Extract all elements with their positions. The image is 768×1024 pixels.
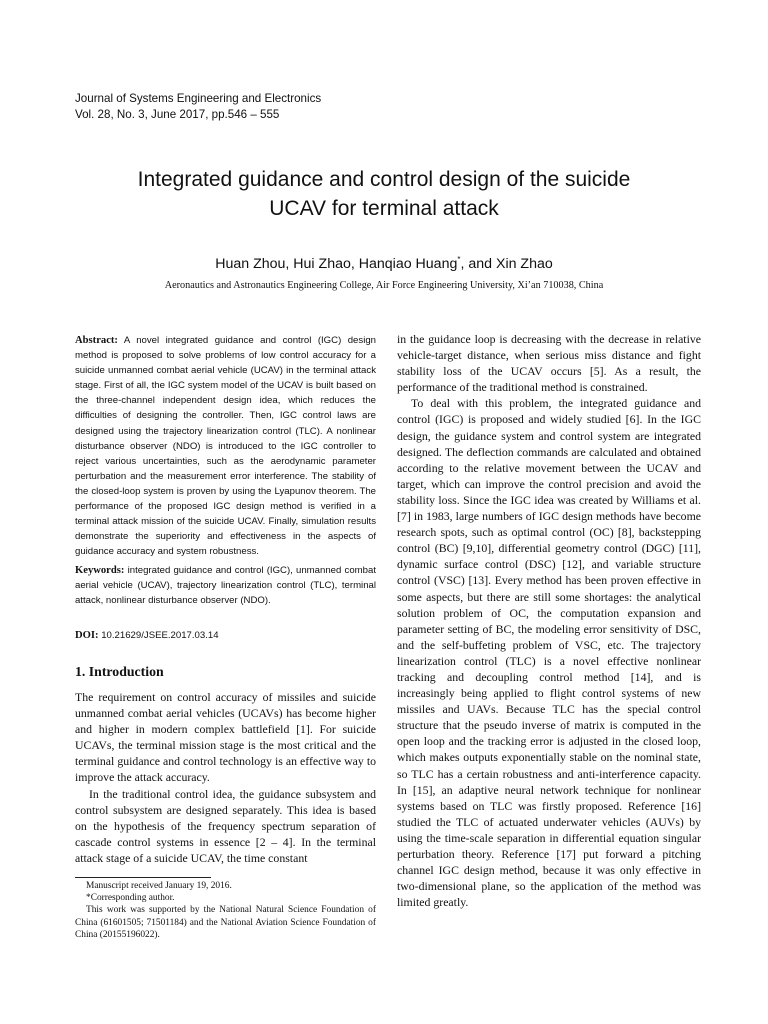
left-column-body bbox=[75, 689, 376, 866]
footnote-corresponding: *Corresponding author. bbox=[86, 893, 175, 904]
journal-name: Journal of Systems Engineering and Electronics bbox=[75, 92, 322, 105]
journal-issue: Vol. 28, No. 3, June 2017, pp.546 – 555 bbox=[75, 108, 280, 121]
intro-paragraph-3: To deal with this problem, the integrated guidance and control (IGC) is proposed and widely studied [6]. In the IGC design, the guidance system and control system are integrated designed. The deflection commands are calculated and obtained according to the relative movement between the UCAV and target, which can improve the control precision and avoid the stability loss. Since the IGC idea was created by Williams et al. [7] in 1983, large numbers of IGC design methods have become research spots, such as optimal control (OC) [8], backstepping control (BC) [9,10], differential geometry control (DGC) [11], dynamic surface control (DSC) [12], and variable structure control (VSC) [13]. Every method has been proven effective in some aspects, but there are still some shortages: the analytical solution problem of OC, the computation expansion and parameter setting of BC, the modeling error sensitivity of DSC, and the self-buffeting problem of VSC, etc. The trajectory linearization control (TLC) is a novel effective nonlinear tracking and decoupling control method [14], and is increasingly being applied to flight control systems of new missiles and UAVs. Because TLC has the special control structure that the pseudo inverse of matrix is computed in the open loop and the tracking error is adjusted in the closed loop, which makes outputs exponentially stable on the nominal state, so TLC has a certain robustness and anti-interference capacity. In [15], an adaptive neural network technique for nonlinear systems based on TLC was firstly proposed. Reference [16] studied the TLC of actuated underwater vehicles (AUVs) by using the time-scale separation in differential equation singular perturbation theory. Reference [17] put forward a pitching channel IGC design method, because it was only effective in two-dimensional plane, so the application of the method was limited greatly. bbox=[397, 396, 701, 910]
authors-after-mark: , and Xin Zhao bbox=[460, 256, 553, 272]
doi-text: 10.21629/JSEE.2017.03.14 bbox=[98, 630, 219, 641]
abstract-label: Abstract: bbox=[75, 335, 118, 346]
abstract-text: A novel integrated guidance and control (IGC) design method is proposed to solve problems of low control accuracy for a suicide unmanned combat aerial vehicle (UCAV) in the terminal attack stage. First of all, the IGC system model of the UCAV is built based on the three-channel independent design idea, which reduces the difficulties of designing the controller. Then, IGC control laws are designed using the trajectory linearization control (TLC). A nonlinear disturbance observer (NDO) is introduced to the IGC controller to reject various uncertainties, such as the aerodynamic parameter perturbation and the measurement error interference. The stability of the closed-loop system is proven by using the Lyapunov theorem. The performance of the proposed IGC design method is verified in a terminal attack mission of the suicide UCAV. Finally, simulation results demonstrate the superiority and effectiveness in the aspects of guidance accuracy and system robustness. bbox=[75, 335, 376, 558]
footnotes bbox=[75, 880, 376, 941]
footnote-received: Manuscript received January 19, 2016. bbox=[86, 881, 232, 891]
doi bbox=[75, 628, 376, 643]
paper-title-line-2: UCAV for terminal attack bbox=[269, 197, 499, 220]
paper-title-line-1: Integrated guidance and control design of the suicide bbox=[137, 168, 631, 191]
right-column-body bbox=[397, 331, 701, 910]
keywords-text: integrated guidance and control (IGC), unmanned combat aerial vehicle (UCAV), trajectory linearization control (TLC), terminal attack, nonlinear disturbance observer (NDO). bbox=[75, 565, 376, 607]
intro-paragraph-2: In the traditional control idea, the guidance subsystem and control subsystem are designed separately. This idea is based on the hypothesis of the frequency spectrum separation of cascade control systems in essence [2 – 4]. In the terminal attack stage of a suicide UCAV, the time constant bbox=[75, 786, 376, 865]
footnote-funding: This work was supported by the National Natural Science Foundation of China (61601505; 71501184) and the National Aviation Science Foundation of China (20155196022). bbox=[75, 905, 376, 940]
footnote-divider bbox=[75, 877, 211, 878]
paper-title bbox=[60, 165, 708, 223]
intro-paragraph-2-continued: in the guidance loop is decreasing with the decrease in relative vehicle-target distance, when serious miss distance and fight stability loss of the UCAV occurs [5]. As a result, the performance of the traditional method is constrained. bbox=[397, 332, 701, 395]
journal-header bbox=[75, 91, 321, 123]
intro-paragraph-1: The requirement on control accuracy of missiles and suicide unmanned combat aerial vehicles (UCAVs) has become higher and higher in modern complex battlefield [1]. For suicide UCAVs, the terminal mission stage is the most critical and the terminal guidance and control technology is an effective way to improve the attack accuracy. bbox=[75, 690, 376, 785]
keywords bbox=[75, 563, 376, 608]
abstract bbox=[75, 333, 376, 559]
corresponding-mark: * bbox=[457, 255, 461, 264]
doi-label: DOI: bbox=[75, 630, 99, 641]
affiliation: Aeronautics and Astronautics Engineering College, Air Force Engineering University, Xi’an 710038, China bbox=[164, 280, 604, 291]
keywords-label: Keywords: bbox=[75, 565, 125, 576]
author-list bbox=[60, 251, 708, 273]
section-heading-introduction: 1. Introduction bbox=[75, 664, 164, 679]
authors-before-mark: Huan Zhou, Hui Zhao, Hanqiao Huang bbox=[215, 256, 458, 272]
